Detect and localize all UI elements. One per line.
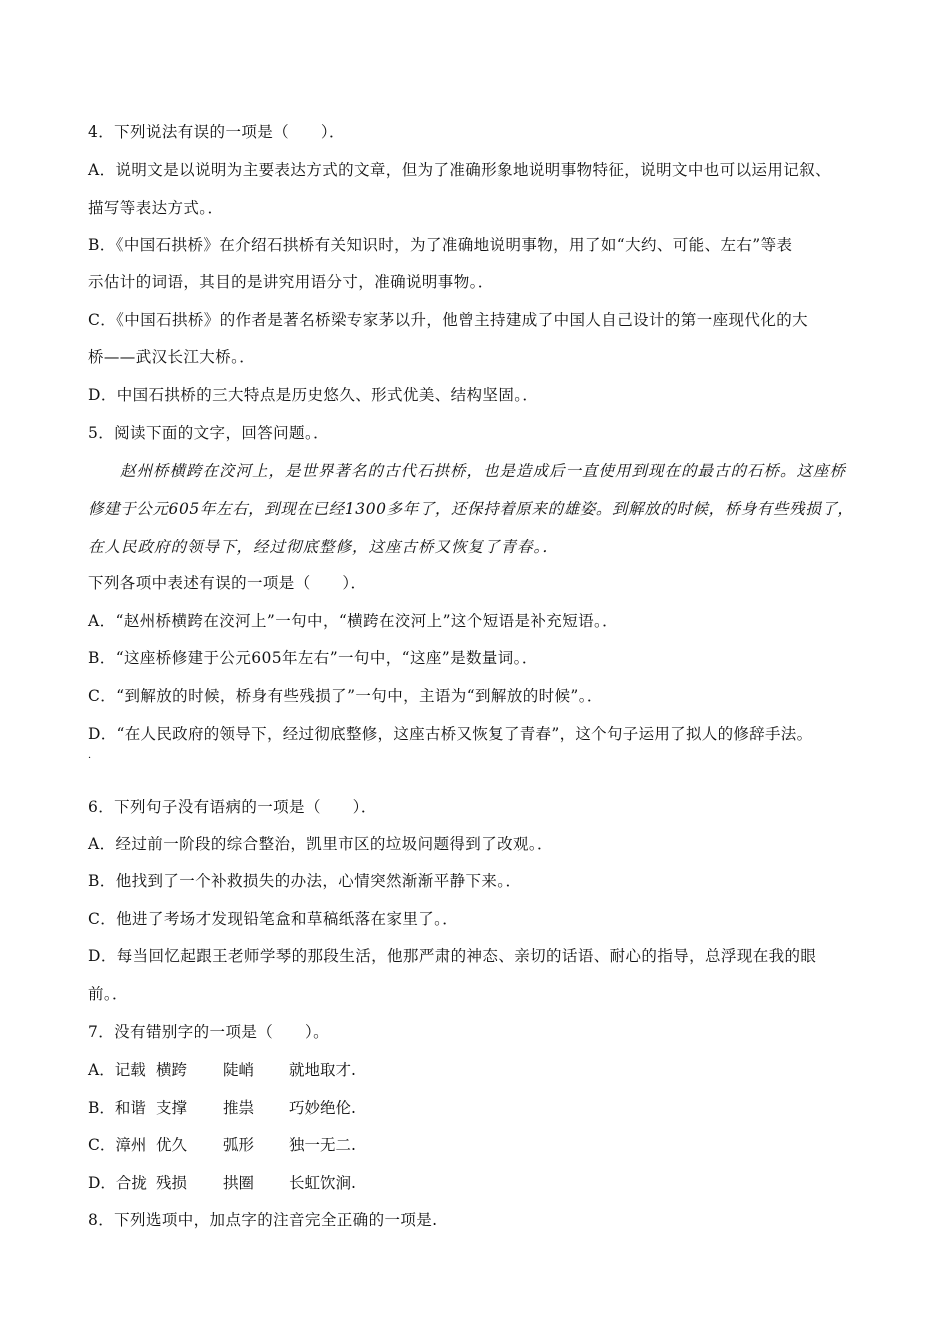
q7-b-word-2: 支撑 <box>156 1099 188 1117</box>
question-5-stem: 5．阅读下面的文字，回答问题。． <box>88 424 330 442</box>
q7-c-word-4: 独一无二. <box>289 1136 356 1154</box>
question-6-stem: 6．下列句子没有语病的一项是（ ）． <box>88 798 377 816</box>
q7-b-word-1: B．和谐 <box>88 1099 146 1117</box>
q6-option-d-cont: 前。． <box>88 985 128 1003</box>
q7-option-a <box>88 1058 356 1080</box>
q7-a-word-4: 就地取才. <box>289 1061 356 1079</box>
q7-b-word-3: 推祟 <box>223 1099 255 1117</box>
q6-option-d: D．每当回忆起跟王老师学琴的那段生活，他那严肃的神态、亲切的话语、耐心的指导，总浮现在我的眼 <box>88 947 817 965</box>
q7-a-word-2: 横跨 <box>156 1061 188 1079</box>
q4-option-a-cont: 描写等表达方式。． <box>88 199 224 217</box>
q7-c-word-2: 优久 <box>156 1136 188 1154</box>
q6-option-a: A．经过前一阶段的综合整治，凯里市区的垃圾问题得到了改观。． <box>88 835 553 853</box>
q6-option-b: B．他找到了一个补救损失的办法，心情突然渐渐平静下来。． <box>88 872 522 890</box>
q5-option-a: A．“赵州桥横跨在洨河上”一句中，“横跨在洨河上”这个短语是补充短语。． <box>88 612 619 630</box>
q4-option-a: A．说明文是以说明为主要表达方式的文章，但为了准确形象地说明事物特征，说明文中也可以运用记叙、 <box>88 161 831 179</box>
question-7-stem: 7．没有错别字的一项是（ ）。 <box>88 1023 330 1041</box>
q7-option-b <box>88 1096 356 1118</box>
q5-option-d: D．“在人民政府的领导下，经过彻底整修，这座古桥又恢复了青春”，这个句子运用了拟人的修辞手法。 <box>88 725 813 743</box>
question-4-stem: 4．下列说法有误的一项是（ ）． <box>88 123 345 141</box>
q4-option-b: B．《中国石拱桥》在介绍石拱桥有关知识时，为了准确地说明事物，用了如“大约、可能、左右”等表 <box>88 236 793 254</box>
q4-option-c: C．《中国石拱桥》的作者是著名桥梁专家茅以升，他曾主持建成了中国人自己设计的第一座现代化的大 <box>88 311 809 329</box>
q7-d-word-3: 拱圈 <box>223 1174 255 1192</box>
q4-option-c-cont: 桥——武汉长江大桥。． <box>88 348 256 366</box>
passage-line-2: 修建于公元605年左右，到现在已经1300多年了，还保持着原来的雄姿。到解放的时候，桥身有些残损了， <box>88 500 854 518</box>
passage-line-1: 赵州桥横跨在洨河上，是世界著名的古代石拱桥，也是造成后一直使用到现在的最古的石桥。这座桥 <box>120 462 847 480</box>
q7-a-word-3: 陡峭 <box>223 1061 255 1079</box>
q7-option-c <box>88 1133 356 1155</box>
passage-line-3: 在人民政府的领导下，经过彻底整修，这座古桥又恢复了青春。． <box>88 538 559 556</box>
q7-c-word-1: C．漳州 <box>88 1136 147 1154</box>
q7-c-word-3: 弧形 <box>223 1136 255 1154</box>
q7-d-word-2: 残损 <box>156 1174 188 1192</box>
q7-option-d <box>88 1171 356 1193</box>
q6-option-c: C．他进了考场才发现铅笔盒和草稿纸落在家里了。． <box>88 910 459 928</box>
q5-option-d-cont: ． <box>88 750 99 761</box>
q7-b-word-4: 巧妙绝伦. <box>289 1099 356 1117</box>
q4-option-d: D．中国石拱桥的三大特点是历史悠久、形式优美、结构坚固。． <box>88 386 539 404</box>
q7-d-word-4: 长虹饮涧. <box>289 1174 356 1192</box>
q5-option-b: B．“这座桥修建于公元605年左右”一句中，“这座”是数量词。． <box>88 649 538 667</box>
q4-option-b-cont: 示估计的词语，其目的是讲究用语分寸，准确说明事物。． <box>88 273 494 291</box>
q5-option-c: C．“到解放的时候，桥身有些残损了”一句中，主语为“到解放的时候”。． <box>88 687 603 705</box>
q7-a-word-1: A．记载 <box>88 1061 146 1079</box>
q5-ask: 下列各项中表述有误的一项是（ ）． <box>88 574 367 592</box>
question-8-stem: 8．下列选项中，加点字的注音完全正确的一项是. <box>88 1211 438 1229</box>
q7-d-word-1: D．合拢 <box>88 1174 147 1192</box>
